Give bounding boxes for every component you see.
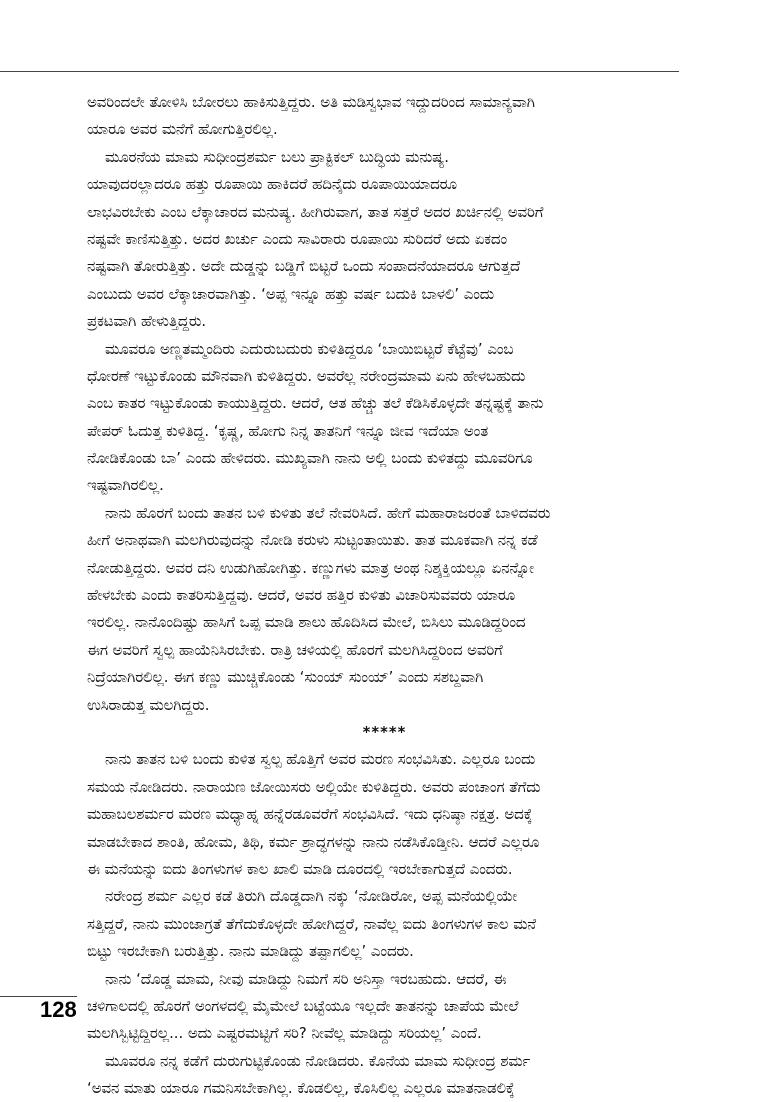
text-line: ಬಿಟ್ಟು ಇರಬೇಕಾಗಿ ಬರುತ್ತಿತ್ತು. ನಾನು ಮಾಡಿದ್ದು ತಪ್ಪಾಗಲಿಲ್ಲ’ ಎಂದರು. [87, 943, 414, 961]
text-line: ಪ್ರಕಟವಾಗಿ ಹೇಳುತ್ತಿದ್ದರು. [87, 313, 207, 331]
text-line: ಯಾವುದರಲ್ಲಾದರೂ ಹತ್ತು ರೂಪಾಯಿ ಹಾಕಿದರೆ ಹದಿನೈದು ರೂಪಾಯಿಯಾದರೂ [87, 176, 457, 194]
body-text [87, 89, 682, 1102]
text-line: ಧೋರಣೆ ಇಟ್ಟುಕೊಂಡು ಮೌನವಾಗಿ ಕುಳಿತಿದ್ದರು. ಅವರೆಲ್ಲ ನರೇಂದ್ರಮಾಮ ಏನು ಹೇಳಬಹುದು [87, 367, 526, 385]
header-rule [0, 71, 679, 72]
text-line: ನಾನು ತಾತನ ಬಳಿ ಬಂದು ಕುಳಿತ ಸ್ವಲ್ಪ ಹೊತ್ತಿಗೆ ಅವರ ಮರಣ ಸಂಭವಿಸಿತು. ಎಲ್ಲರೂ ಬಂದು [105, 751, 536, 769]
text-line: ‘ಅವನ ಮಾತು ಯಾರೂ ಗಮನಿಸಬೇಕಾಗಿಲ್ಲ. ಕೊಡಲಿಲ್ಲ, ಕೊಸಿಲಿಲ್ಲ ಎಲ್ಲರೂ ಮಾತನಾಡಲಿಕ್ಕೆ [87, 1080, 515, 1098]
text-line: ಹೇಳಬೇಕು ಎಂದು ಕಾತರಿಸುತ್ತಿದ್ದವು. ಆದರೆ, ಅವರ ಹತ್ತಿರ ಕುಳಿತು ವಿಚಾರಿಸುವವರು ಯಾರೂ [87, 587, 516, 605]
text-line: ನೋಡುತ್ತಿದ್ದರು. ಅವರ ದನಿ ಉಡುಗಿಹೋಗಿತ್ತು. ಕಣ್ಣುಗಳು ಮಾತ್ರ ಅಂಥ ನಿಶ್ಶಕ್ತಿಯಲ್ಲೂ ಏನನ್ನೋ [87, 559, 534, 577]
text-line: ಯಾರೂ ಅವರ ಮನೆಗೆ ಹೋಗುತ್ತಿರಲಿಲ್ಲ. [87, 121, 278, 139]
text-line: ನೋಡಿಕೊಂಡು ಬಾ’ ಎಂದು ಹೇಳಿದರು. ಮುಖ್ಯವಾಗಿ ನಾನು ಅಲ್ಲಿ ಬಂದು ಕುಳಿತದ್ದು ಮೂವರಿಗೂ [87, 450, 533, 468]
text-line: ಮಾಡಬೇಕಾದ ಶಾಂತಿ, ಹೋಮ, ತಿಥಿ, ಕರ್ಮ ಶ್ರಾದ್ಧಗಳನ್ನು ನಾನು ನಡೆಸಿಕೊಡ್ತೀನಿ. ಆದರೆ ಎಲ್ಲರೂ [87, 833, 540, 851]
text-line: ಸಮಯ ನೋಡಿದರು. ನಾರಾಯಣ ಜೋಯಿಸರು ಅಲ್ಲಿಯೇ ಕುಳಿತಿದ್ದರು. ಅವರು ಪಂಚಾಂಗ ತೆಗೆದು [87, 778, 541, 796]
text-line: ಪೇಪರ್ ಓದುತ್ತ ಕುಳಿತಿದ್ದ. ‘ಕೃಷ್ಣ, ಹೋಗು ನಿನ್ನ ತಾತನಿಗೆ ಇನ್ನೂ ಜೀವ ಇದೆಯಾ ಅಂತ [87, 422, 489, 440]
text-line: ನಿದ್ರೆಯಾಗಿರಲಿಲ್ಲ. ಈಗ ಕಣ್ಣು ಮುಚ್ಚಿಕೊಂಡು ‘ಸುಂಯ್ ಸುಂಯ್’ ಎಂದು ಸಶಬ್ದವಾಗಿ [87, 669, 484, 687]
text-line: ನಷ್ಟವೇ ಕಾಣಿಸುತ್ತಿತ್ತು. ಅದರ ಖರ್ಚು ಎಂದು ಸಾವಿರಾರು ರೂಪಾಯಿ ಸುರಿದರೆ ಅದು ಏಕದಂ [87, 230, 508, 248]
section-separator: ***** [362, 723, 407, 741]
text-line: ಇರಲಿಲ್ಲ. ನಾನೊಂದಿಷ್ಟು ಹಾಸಿಗೆ ಒಪ್ಪ ಮಾಡಿ ಶಾಲು ಹೊದಿಸಿದ ಮೇಲೆ, ಬಿಸಿಲು ಮೂಡಿದ್ದರಿಂದ [87, 614, 526, 632]
text-line: ಮಹಾಬಲಶರ್ಮರ ಮರಣ ಮಧ್ಯಾಹ್ನ ಹನ್ನೆರಡೂವರೆಗೆ ಸಂಭವಿಸಿದೆ. ಇದು ಧನಿಷ್ಠಾ ನಕ್ಷತ್ರ. ಅದಕ್ಕೆ [87, 806, 533, 824]
page-number: 128 [40, 997, 77, 1022]
text-line: ಈಗ ಅವರಿಗೆ ಸ್ವಲ್ಪ ಹಾಯೆನಿಸಿರಬೇಕು. ರಾತ್ರಿ ಚಳಿಯಲ್ಲಿ ಹೊರಗೆ ಮಲಗಿಸಿದ್ದರಿಂದ ಅವರಿಗೆ [87, 641, 503, 659]
text-line: ನಷ್ಟವಾಗಿ ತೋರುತ್ತಿತ್ತು. ಅದೇ ದುಡ್ಡನ್ನು ಬಡ್ಡಿಗೆ ಬಿಟ್ಟರೆ ಒಂದು ಸಂಪಾದನೆಯಾದರೂ ಆಗುತ್ತದೆ [87, 258, 521, 276]
text-line: ನಾನು ಹೊರಗೆ ಬಂದು ತಾತನ ಬಳಿ ಕುಳಿತು ತಲೆ ನೇವರಿಸಿದೆ. ಹೇಗೆ ಮಹಾರಾಜರಂತೆ ಬಾಳಿದವರು [105, 504, 551, 522]
text-line: ಇಷ್ಟವಾಗಿರಲಿಲ್ಲ. [87, 477, 164, 495]
text-line: ಮೂವರೂ ನನ್ನ ಕಡೆಗೆ ದುರುಗುಟ್ಟಿಕೊಂಡು ನೋಡಿದರು. ಕೊನೆಯ ಮಾಮ ಸುಧೀಂದ್ರ ಶರ್ಮ [105, 1052, 531, 1070]
text-line: ಮಲಗಿಸ್ಬಿಟ್ಟಿದ್ದಿರಲ್ಲ... ಅದು ಎಷ್ಟರಮಟ್ಟಿಗೆ ಸರಿ? ನೀವೆಲ್ಲ ಮಾಡಿದ್ದು ಸರಿಯಲ್ಲ’ ಎಂದೆ. [87, 1025, 482, 1043]
text-line: ಎಂಬುದು ಅವರ ಲೆಕ್ಕಾಚಾರವಾಗಿತ್ತು. ‘ಅಪ್ಪ ಇನ್ನೂ ಹತ್ತು ವರ್ಷ ಬದುಕಿ ಬಾಳಲಿ’ ಎಂದು [87, 285, 495, 303]
text-line: ಎಂಬ ಕಾತರ ಇಟ್ಟುಕೊಂಡು ಕಾಯುತ್ತಿದ್ದರು. ಆದರೆ, ಆತ ಹೆಚ್ಚು ತಲೆ ಕೆಡಿಸಿಕೊಳ್ಳದೇ ತನ್ನಷ್ಟಕ್ಕೆ ತಾನು [87, 395, 544, 413]
text-line: ಸತ್ತಿದ್ದರೆ, ನಾನು ಮುಂಜಾಗ್ರತೆ ತೆಗೆದುಕೊಳ್ಳದೇ ಹೋಗಿದ್ದರೆ, ನಾವೆಲ್ಲ ಐದು ತಿಂಗಳುಗಳ ಕಾಲ ಮನೆ [87, 915, 537, 933]
text-line: ಅವರಿಂದಲೇ ತೋಳಿಸಿ ಬೋರಲು ಹಾಕಿಸುತ್ತಿದ್ದರು. ಅತಿ ಮಡಿಸ್ವಭಾವ ಇದ್ದುದರಿಂದ ಸಾಮಾನ್ಯವಾಗಿ [87, 94, 535, 111]
text-line: ಮೂವರೂ ಅಣ್ಣತಮ್ಮಂದಿರು ಎದುರುಬದುರು ಕುಳಿತಿದ್ದರೂ ‘ಬಾಯಿಬಿಟ್ಟರೆ ಕೆಟ್ಟೆವು’ ಎಂಬ [105, 340, 514, 358]
text-line: ಮೂರನೆಯ ಮಾಮ ಸುಧೀಂದ್ರಶರ್ಮ ಬಲು ಪ್ರಾಕ್ಟಿಕಲ್ ಬುದ್ಧಿಯ ಮನುಷ್ಯ. [105, 148, 449, 166]
text-line: ನರೇಂದ್ರ ಶರ್ಮ ಎಲ್ಲರ ಕಡೆ ತಿರುಗಿ ದೊಡ್ಡದಾಗಿ ನಕ್ಕು ‘ನೋಡಿರೋ, ಅಪ್ಪ ಮನೆಯಲ್ಲಿಯೇ [105, 888, 518, 906]
text-line: ಲಾಭವಿರಬೇಕು ಎಂಬ ಲೆಕ್ಕಾಚಾರದ ಮನುಷ್ಯ. ಹೀಗಿರುವಾಗ, ತಾತ ಸತ್ತರೆ ಅದರ ಖರ್ಚಿನಲ್ಲಿ ಅವರಿಗೆ [87, 203, 544, 221]
text-line: ಉಸಿರಾಡುತ್ತ ಮಲಗಿದ್ದರು. [87, 696, 210, 714]
text-line: ಹೀಗೆ ಅನಾಥವಾಗಿ ಮಲಗಿರುವುದನ್ನು ನೋಡಿ ಕರುಳು ಸುಟ್ಟಂತಾಯಿತು. ತಾತ ಮೂಕವಾಗಿ ನನ್ನ ಕಡೆ [87, 532, 538, 550]
text-line: ಚಳಿಗಾಲದಲ್ಲಿ ಹೊರಗೆ ಅಂಗಳದಲ್ಲಿ ಮೈಮೇಲೆ ಬಟ್ಟೆಯೂ ಇಲ್ಲದೇ ತಾತನನ್ನು ಚಾಪೆಯ ಮೇಲೆ [87, 997, 519, 1015]
text-line: ನಾನು ‘ದೊಡ್ಡ ಮಾಮ, ನೀವು ಮಾಡಿದ್ದು ನಿಮಗೆ ಸರಿ ಅನಿಸ್ತಾ ಇರಬಹುದು. ಆದರೆ, ಈ [105, 970, 507, 988]
text-line: ಈ ಮನೆಯನ್ನು ಐದು ತಿಂಗಳುಗಳ ಕಾಲ ಖಾಲಿ ಮಾಡಿ ದೂರದಲ್ಲಿ ಇರಬೇಕಾಗುತ್ತದೆ ಎಂದರು. [87, 860, 513, 878]
